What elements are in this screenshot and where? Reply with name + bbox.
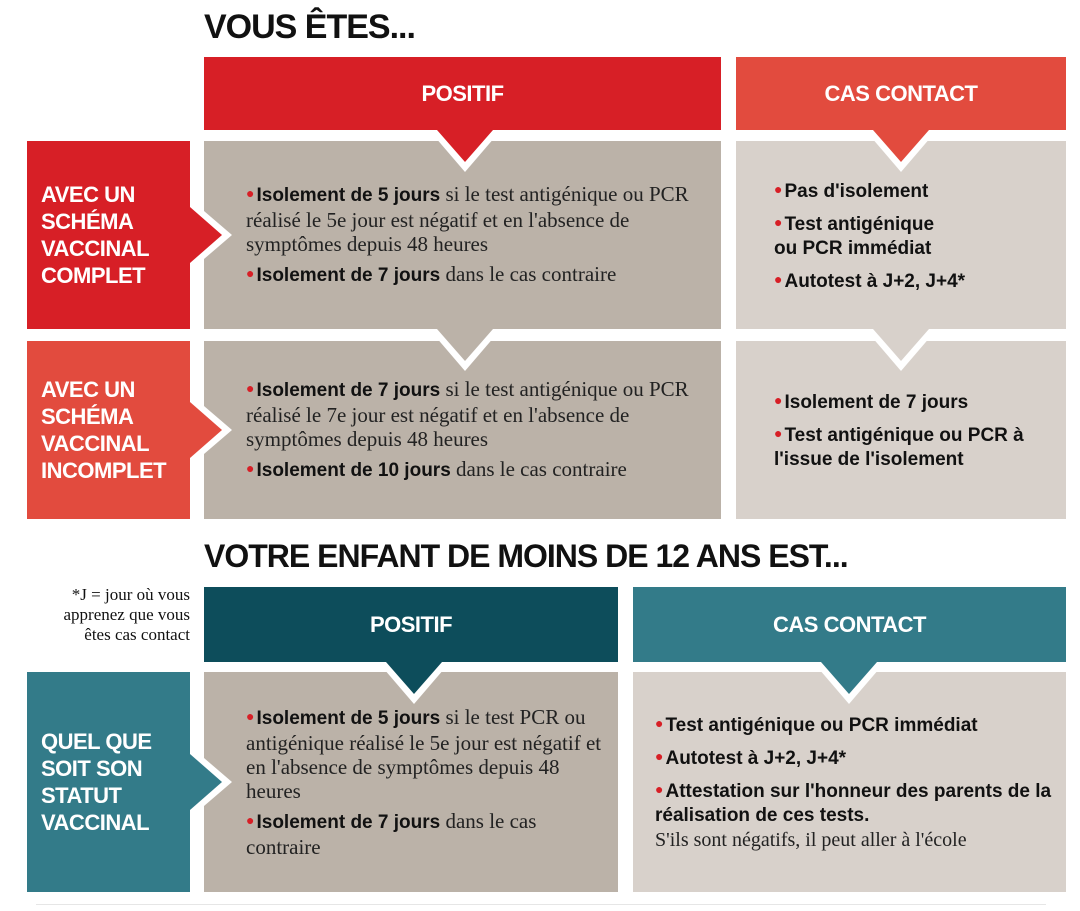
arrow-right-icon (190, 402, 222, 458)
row-label-line: VACCINAL (41, 810, 150, 835)
arrow-down-icon (386, 662, 442, 694)
row-label-line: SOIT SON (41, 756, 143, 781)
row-label-line: COMPLET (41, 263, 146, 288)
item-text: dans le cas contraire (450, 457, 627, 481)
arrow-right-icon (190, 754, 222, 810)
bullet-icon: ● (655, 715, 664, 731)
list-item (655, 777, 1052, 853)
item-text: si le test antigénique ou PCR réalisé le 5e jour est négatif et en l'absence de symptômes depuis 48 heures (246, 182, 689, 256)
list-item (774, 267, 1052, 294)
item-text: Autotest à J+2, J+4* (784, 270, 966, 292)
bullet-icon: ● (774, 213, 783, 230)
header-positif (204, 57, 721, 130)
section2-title: VOTRE ENFANT DE MOINS DE 12 ANS EST... (204, 538, 848, 574)
bottom-divider (36, 904, 1046, 905)
row-label-incomplet (27, 341, 190, 519)
bullet-icon: ● (655, 748, 664, 764)
row-label-enfant (27, 672, 190, 892)
list-item (246, 182, 701, 256)
bullet-icon: ● (774, 180, 783, 197)
item-text: Pas d'isolement (784, 180, 929, 202)
list-item (774, 421, 1034, 472)
list-item (246, 809, 604, 859)
list-item (246, 705, 604, 803)
footnote (8, 585, 190, 645)
item-text-plain: S'ils sont négatifs, il peut aller à l'école (655, 829, 967, 851)
item-bold: Isolement de 7 jours (256, 380, 441, 401)
bullet-icon: ● (774, 270, 783, 287)
header-enfant-positif (204, 587, 618, 662)
row-label-line: AVEC UN (41, 182, 135, 207)
arrow-down-icon (873, 130, 929, 162)
bullet-icon: ● (246, 187, 255, 202)
item-text: Test antigénique ou PCR immédiat (665, 715, 978, 736)
item-text: dans le cas contraire (246, 809, 537, 859)
item-bold: Isolement de 7 jours (256, 265, 441, 286)
item-bold: Isolement de 5 jours (256, 708, 441, 729)
header-cas-contact-label: CAS CONTACT (773, 611, 926, 637)
section1-title: VOUS ÊTES... (204, 8, 415, 46)
row-label-complet (27, 141, 190, 329)
list-item (774, 210, 954, 261)
cell-enfant-cas-contact (633, 672, 1066, 892)
list-item (774, 388, 1052, 415)
list-item (246, 377, 701, 451)
arrow-right-icon (190, 207, 222, 263)
item-bold: Isolement de 10 jours (256, 460, 451, 481)
item-text: Autotest à J+2, J+4* (665, 748, 847, 769)
arrow-down-icon (873, 329, 929, 361)
item-text: si le test PCR ou antigénique réalisé le 5e jour est négatif et en l'absence de symptômes depuis 48 heures (246, 705, 602, 803)
bullet-icon: ● (246, 267, 255, 282)
bullet-icon: ● (246, 814, 255, 829)
footnote-line: apprenez que vous (63, 605, 190, 624)
arrow-down-icon (821, 662, 877, 694)
row-label-line: VACCINAL (41, 236, 150, 261)
item-bold: Isolement de 5 jours (256, 185, 441, 206)
row-label-line: STATUT (41, 783, 122, 808)
list-item (246, 262, 701, 288)
arrow-down-icon (437, 130, 493, 162)
bullet-icon: ● (774, 425, 783, 441)
item-text: Attestation sur l'honneur des parents de la réalisation de ces tests. (655, 781, 1052, 826)
row-label-line: QUEL QUE (41, 729, 152, 754)
header-cas-contact (736, 57, 1066, 130)
cell-enfant-positif (204, 672, 618, 892)
arrow-down-icon (437, 329, 493, 361)
bullet-icon: ● (246, 462, 255, 477)
item-text: Test antigénique ou PCR immédiat (774, 213, 935, 259)
item-text: Test antigénique ou PCR à l'issue de l'isolement (774, 425, 1024, 470)
list-item (655, 744, 1052, 771)
header-positif-label: POSITIF (421, 80, 504, 106)
item-text: si le test antigénique ou PCR réalisé le 7e jour est négatif et en l'absence de symptômes depuis 48 heures (246, 377, 689, 451)
bullet-icon: ● (655, 781, 664, 797)
header-positif-label: POSITIF (369, 611, 453, 637)
row-label-line: SCHÉMA (41, 404, 134, 429)
list-item (774, 177, 1052, 204)
list-item (655, 711, 1052, 738)
bullet-icon: ● (246, 710, 255, 725)
item-text: dans le cas contraire (440, 262, 617, 286)
item-bold: Isolement de 7 jours (256, 812, 441, 833)
row-label-line: AVEC UN (41, 377, 135, 402)
bullet-icon: ● (246, 382, 255, 397)
list-item (246, 457, 701, 483)
header-cas-contact-label: CAS CONTACT (824, 80, 978, 106)
item-text: Isolement de 7 jours (784, 392, 969, 413)
bullet-icon: ● (774, 392, 783, 408)
footnote-line: êtes cas contact (84, 625, 190, 644)
row-label-line: VACCINAL (41, 431, 150, 456)
header-enfant-cas-contact (633, 587, 1066, 662)
footnote-line: *J = jour où vous (71, 585, 190, 604)
row-label-line: SCHÉMA (41, 209, 134, 234)
row-label-line: INCOMPLET (41, 458, 167, 483)
